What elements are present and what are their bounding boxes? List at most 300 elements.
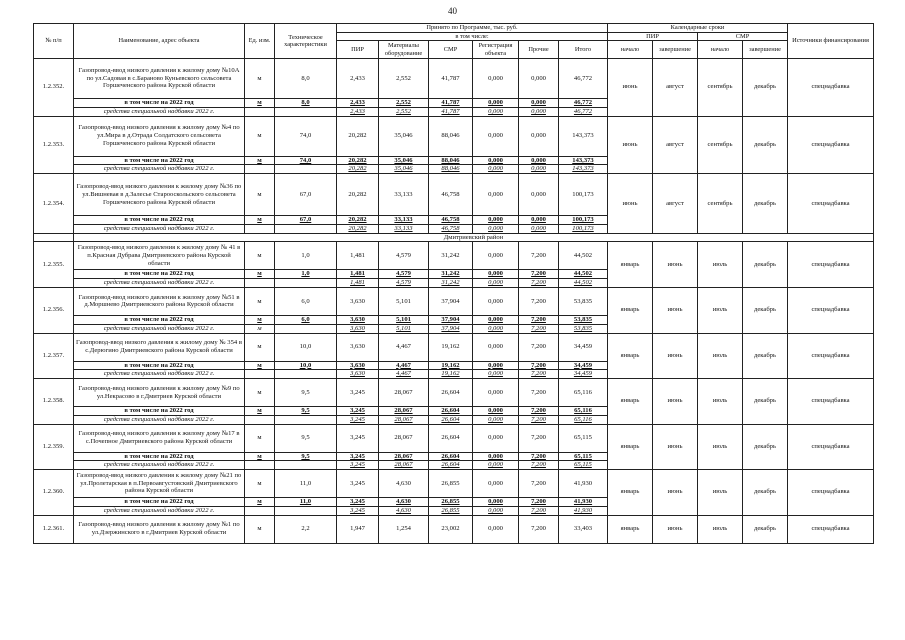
- sub-reg: 0,000: [473, 315, 519, 324]
- spec-pir: 2,433: [337, 107, 379, 116]
- cell-se: декабрь: [743, 174, 788, 234]
- cell-total: 100,173: [559, 174, 608, 216]
- district-label: Дмитриевский район: [74, 233, 874, 242]
- cell-other: 7,200: [519, 242, 559, 270]
- sub-smr: 46,758: [429, 216, 473, 225]
- cell-se: декабрь: [743, 116, 788, 174]
- col-source-header: Источники финансирования: [788, 24, 874, 59]
- spec-total: 143,373: [559, 165, 608, 174]
- spec-reg: 0,000: [473, 415, 519, 424]
- cell-tech: 9,5: [275, 379, 337, 407]
- cell-mat: 35,046: [379, 116, 429, 156]
- spec-unit: [245, 370, 275, 379]
- table-row: [34, 116, 874, 156]
- sub-unit: м: [245, 498, 275, 507]
- cell-reg: 0,000: [473, 287, 519, 315]
- spec-other: 0,000: [519, 165, 559, 174]
- sub-mat: 28,067: [379, 452, 429, 461]
- sub-tech: 11,0: [275, 498, 337, 507]
- sub-smr: 19,162: [429, 361, 473, 370]
- spec-smr: 26,855: [429, 506, 473, 515]
- col-smr-start-header: начало: [698, 41, 743, 59]
- spec-reg: 0,000: [473, 461, 519, 470]
- cell-smr: 31,242: [429, 242, 473, 270]
- cell-pir: 3,245: [337, 424, 379, 452]
- cell-unit: м: [245, 59, 275, 99]
- cell-mat: 1,254: [379, 515, 429, 543]
- cell-unit: м: [245, 242, 275, 270]
- spec-reg: 0,000: [473, 324, 519, 333]
- cell-source: спецнадбавка: [788, 515, 874, 543]
- cell-tech: 1,0: [275, 242, 337, 270]
- col-total-header: Итого: [559, 41, 608, 59]
- subtotal-label: в том числе на 2022 год: [74, 156, 245, 165]
- cell-source: спецнадбавка: [788, 379, 874, 425]
- subtotal-label: в том числе на 2022 год: [74, 99, 245, 108]
- cell-source: спецнадбавка: [788, 174, 874, 234]
- row-number: 1.2.353.: [34, 116, 74, 174]
- row-number: 1.2.355.: [34, 242, 74, 288]
- sub-other: 7,200: [519, 361, 559, 370]
- col-num-header: № п/п: [34, 24, 74, 59]
- table-header: [34, 24, 874, 59]
- sub-reg: 0,000: [473, 99, 519, 108]
- cell-pe: август: [653, 174, 698, 234]
- cell-pe: август: [653, 59, 698, 117]
- cell-tech: 74,0: [275, 116, 337, 156]
- sub-mat: 28,067: [379, 407, 429, 416]
- spec-pir: 3,245: [337, 415, 379, 424]
- spec-total: 65,115: [559, 461, 608, 470]
- row-number: 1.2.357.: [34, 333, 74, 379]
- row-number: 1.2.356.: [34, 287, 74, 333]
- sub-mat: 4,579: [379, 270, 429, 279]
- spec-pir: 20,282: [337, 224, 379, 233]
- sub-pir: 3,630: [337, 315, 379, 324]
- spec-tech: [275, 415, 337, 424]
- spec-tech: [275, 165, 337, 174]
- cell-ps: январь: [608, 333, 653, 379]
- cell-unit: м: [245, 116, 275, 156]
- cell-pir: 3,245: [337, 470, 379, 498]
- cell-source: спецнадбавка: [788, 59, 874, 117]
- cell-pir: 20,282: [337, 174, 379, 216]
- sub-pir: 3,630: [337, 361, 379, 370]
- special-funds-label: средства специальной надбавки 2022 г.: [74, 415, 245, 424]
- sub-reg: 0,000: [473, 407, 519, 416]
- cell-total: 44,502: [559, 242, 608, 270]
- spec-reg: 0,000: [473, 279, 519, 288]
- spec-mat: 28,067: [379, 461, 429, 470]
- row-number: 1.2.352.: [34, 59, 74, 117]
- sub-tech: 1,0: [275, 270, 337, 279]
- cell-source: спецнадбавка: [788, 424, 874, 470]
- spec-reg: 0,000: [473, 165, 519, 174]
- cell-other: 7,200: [519, 424, 559, 452]
- spec-reg: 0,000: [473, 107, 519, 116]
- row-number: 1.2.359.: [34, 424, 74, 470]
- spec-pir: 3,630: [337, 370, 379, 379]
- special-funds-label: средства специальной надбавки 2022 г.: [74, 370, 245, 379]
- cell-total: 65,116: [559, 379, 608, 407]
- cell-other: 7,200: [519, 333, 559, 361]
- spec-tech: [275, 324, 337, 333]
- sub-total: 53,835: [559, 315, 608, 324]
- cell-tech: 6,0: [275, 287, 337, 315]
- cell-reg: 0,000: [473, 59, 519, 99]
- cell-mat: 2,552: [379, 59, 429, 99]
- cell-se: декабрь: [743, 379, 788, 425]
- table-row: [34, 333, 874, 361]
- cell-mat: 33,133: [379, 174, 429, 216]
- special-funds-label: средства специальной надбавки 2022 г.: [74, 461, 245, 470]
- cell-reg: 0,000: [473, 116, 519, 156]
- spec-mat: 4,467: [379, 370, 429, 379]
- special-funds-label: средства специальной надбавки 2022 г.: [74, 506, 245, 515]
- sub-total: 100,173: [559, 216, 608, 225]
- sub-other: 7,200: [519, 498, 559, 507]
- cell-source: спецнадбавка: [788, 470, 874, 516]
- accepted-header: Принято по Программе, тыс. руб.: [337, 24, 608, 33]
- sub-smr: 31,242: [429, 270, 473, 279]
- table-row: [34, 287, 874, 315]
- cell-ss: июль: [698, 424, 743, 470]
- cell-ss: июль: [698, 287, 743, 333]
- cell-total: 46,772: [559, 59, 608, 99]
- cell-unit: м: [245, 333, 275, 361]
- sub-tech: 10,0: [275, 361, 337, 370]
- cell-ss: сентябрь: [698, 116, 743, 174]
- cell-ss: июль: [698, 333, 743, 379]
- cell-unit: м: [245, 174, 275, 216]
- cell-reg: 0,000: [473, 174, 519, 216]
- cell-reg: 0,000: [473, 424, 519, 452]
- cell-ss: сентябрь: [698, 174, 743, 234]
- sub-other: 7,200: [519, 407, 559, 416]
- object-name: Газопровод-ввод низкого давления к жилому дому № 41 в п.Красная Дубрава Дмитриевского района Курской области: [74, 242, 245, 270]
- cell-pe: июнь: [653, 470, 698, 516]
- spec-total: 53,835: [559, 324, 608, 333]
- sub-mat: 33,133: [379, 216, 429, 225]
- cell-se: декабрь: [743, 424, 788, 470]
- sub-tech: 67,0: [275, 216, 337, 225]
- sub-mat: 35,046: [379, 156, 429, 165]
- sub-total: 44,502: [559, 270, 608, 279]
- cell-tech: 11,0: [275, 470, 337, 498]
- object-name: Газопровод-ввод низкого давления к жилому дому №1 по ул.Дзержинского в г.Дмитриев Курской области: [74, 515, 245, 543]
- sub-total: 34,459: [559, 361, 608, 370]
- cell-total: 65,115: [559, 424, 608, 452]
- sub-other: 7,200: [519, 315, 559, 324]
- spec-tech: [275, 107, 337, 116]
- object-name: Газопровод-ввод низкого давления к жилому дому №17 в с.Почепное Дмитриевского района Курской области: [74, 424, 245, 452]
- spec-other: 7,200: [519, 506, 559, 515]
- cell-other: 0,000: [519, 59, 559, 99]
- special-funds-label: средства специальной надбавки 2022 г.: [74, 165, 245, 174]
- cell-mat: 28,067: [379, 424, 429, 452]
- table-row: [34, 470, 874, 498]
- cell-reg: 0,000: [473, 333, 519, 361]
- sub-pir: 3,245: [337, 452, 379, 461]
- cell-ss: июль: [698, 470, 743, 516]
- sub-pir: 20,282: [337, 216, 379, 225]
- spec-other: 7,200: [519, 415, 559, 424]
- table-row: [34, 424, 874, 452]
- district-row: [34, 233, 874, 242]
- cell-ss: июль: [698, 379, 743, 425]
- cell-other: 7,200: [519, 379, 559, 407]
- cal-pir-header: ПИР: [608, 32, 698, 41]
- sub-pir: 2,433: [337, 99, 379, 108]
- cell-smr: 41,787: [429, 59, 473, 99]
- sub-unit: м: [245, 156, 275, 165]
- cell-ps: январь: [608, 515, 653, 543]
- sub-total: 65,115: [559, 452, 608, 461]
- table-row: [34, 59, 874, 99]
- col-smr-header: СМР: [429, 41, 473, 59]
- cell-reg: 0,000: [473, 242, 519, 270]
- spec-tech: [275, 461, 337, 470]
- cell-se: декабрь: [743, 287, 788, 333]
- cell-pir: 20,282: [337, 116, 379, 156]
- page-number: 40: [448, 6, 457, 16]
- spec-smr: 46,758: [429, 224, 473, 233]
- sub-reg: 0,000: [473, 361, 519, 370]
- cell-reg: 0,000: [473, 515, 519, 543]
- spec-total: 46,772: [559, 107, 608, 116]
- col-unit-header: Ед. изм.: [245, 24, 275, 59]
- spec-smr: 26,604: [429, 461, 473, 470]
- cell-total: 143,373: [559, 116, 608, 156]
- cell-pe: август: [653, 116, 698, 174]
- cell-total: 53,835: [559, 287, 608, 315]
- sub-other: 7,200: [519, 270, 559, 279]
- cell-source: спецнадбавка: [788, 333, 874, 379]
- sub-smr: 26,604: [429, 452, 473, 461]
- cell-reg: 0,000: [473, 379, 519, 407]
- cell-pe: июнь: [653, 515, 698, 543]
- col-other-header: Прочие: [519, 41, 559, 59]
- cell-total: 41,930: [559, 470, 608, 498]
- spec-pir: 20,282: [337, 165, 379, 174]
- cell-ps: январь: [608, 379, 653, 425]
- cell-ps: июнь: [608, 116, 653, 174]
- spec-other: 7,200: [519, 461, 559, 470]
- object-name: Газопровод-ввод низкого давления к жилому дому №21 по ул.Пролетарская в п.Первоавгустовский Дмитриевского района Курской области: [74, 470, 245, 498]
- spec-unit: м: [245, 324, 275, 333]
- spec-tech: [275, 279, 337, 288]
- sub-reg: 0,000: [473, 270, 519, 279]
- spec-mat: 33,133: [379, 224, 429, 233]
- including-header: в том числе:: [337, 32, 608, 41]
- sub-unit: м: [245, 270, 275, 279]
- subtotal-label: в том числе на 2022 год: [74, 315, 245, 324]
- cell-ss: сентябрь: [698, 59, 743, 117]
- spec-mat: 28,067: [379, 415, 429, 424]
- cell-ps: январь: [608, 242, 653, 288]
- cell-pe: июнь: [653, 333, 698, 379]
- sub-smr: 26,604: [429, 407, 473, 416]
- subtotal-label: в том числе на 2022 год: [74, 407, 245, 416]
- sub-reg: 0,000: [473, 216, 519, 225]
- spec-tech: [275, 506, 337, 515]
- sub-reg: 0,000: [473, 452, 519, 461]
- cell-ps: январь: [608, 470, 653, 516]
- object-name: Газопровод-ввод низкого давления к жилому дому № 354 в с.Дерюгино Дмитриевского района Курской области: [74, 333, 245, 361]
- spec-reg: 0,000: [473, 506, 519, 515]
- spec-smr: 31,242: [429, 279, 473, 288]
- cell-unit: м: [245, 287, 275, 315]
- sub-other: 0,000: [519, 156, 559, 165]
- spec-pir: 3,245: [337, 506, 379, 515]
- col-materials-header: Материалы оборудование: [379, 41, 429, 59]
- sub-smr: 41,787: [429, 99, 473, 108]
- table-row: [34, 515, 874, 543]
- cell-se: декабрь: [743, 242, 788, 288]
- cell-pe: июнь: [653, 242, 698, 288]
- sub-reg: 0,000: [473, 156, 519, 165]
- cell-smr: 46,758: [429, 174, 473, 216]
- cell-mat: 4,579: [379, 242, 429, 270]
- sub-total: 143,373: [559, 156, 608, 165]
- special-funds-label: средства специальной надбавки 2022 г.: [74, 324, 245, 333]
- spec-other: 0,000: [519, 224, 559, 233]
- spec-other: 7,200: [519, 279, 559, 288]
- spec-tech: [275, 370, 337, 379]
- spec-smr: 26,604: [429, 415, 473, 424]
- cell-smr: 37,904: [429, 287, 473, 315]
- sub-unit: м: [245, 407, 275, 416]
- subtotal-label: в том числе на 2022 год: [74, 361, 245, 370]
- spec-total: 100,173: [559, 224, 608, 233]
- spec-mat: 2,552: [379, 107, 429, 116]
- subtotal-label: в том числе на 2022 год: [74, 452, 245, 461]
- sub-tech: 6,0: [275, 315, 337, 324]
- cell-source: спецнадбавка: [788, 242, 874, 288]
- table-row: [34, 379, 874, 407]
- spec-smr: 37,904: [429, 324, 473, 333]
- sub-pir: 3,245: [337, 498, 379, 507]
- row-number: 1.2.361.: [34, 515, 74, 543]
- sub-tech: 9,5: [275, 407, 337, 416]
- cell-smr: 26,855: [429, 470, 473, 498]
- cell-pir: 3,630: [337, 287, 379, 315]
- spec-pir: 3,630: [337, 324, 379, 333]
- cell-tech: 9,5: [275, 424, 337, 452]
- subtotal-label: в том числе на 2022 год: [74, 270, 245, 279]
- cell-mat: 28,067: [379, 379, 429, 407]
- sub-unit: м: [245, 361, 275, 370]
- sub-total: 46,772: [559, 99, 608, 108]
- cell-ps: июнь: [608, 174, 653, 234]
- sub-reg: 0,000: [473, 498, 519, 507]
- cell-unit: м: [245, 379, 275, 407]
- table-row: [34, 174, 874, 216]
- sub-unit: м: [245, 452, 275, 461]
- cell-se: декабрь: [743, 333, 788, 379]
- spec-unit: [245, 415, 275, 424]
- spec-total: 34,459: [559, 370, 608, 379]
- spec-total: 44,502: [559, 279, 608, 288]
- sub-tech: 74,0: [275, 156, 337, 165]
- sub-other: 0,000: [519, 99, 559, 108]
- spec-total: 41,930: [559, 506, 608, 515]
- cell-unit: м: [245, 515, 275, 543]
- spec-other: 0,000: [519, 107, 559, 116]
- sub-mat: 4,630: [379, 498, 429, 507]
- col-tech-header: Техническое характеристики: [275, 24, 337, 59]
- cal-smr-header: СМР: [698, 32, 788, 41]
- cell-pe: июнь: [653, 424, 698, 470]
- cell-tech: 67,0: [275, 174, 337, 216]
- row-number: 1.2.360.: [34, 470, 74, 516]
- spec-reg: 0,000: [473, 370, 519, 379]
- cell-source: спецнадбавка: [788, 116, 874, 174]
- district-num-cell: [34, 233, 74, 242]
- sub-other: 0,000: [519, 216, 559, 225]
- cell-unit: м: [245, 470, 275, 498]
- col-pir-end-header: завершение: [653, 41, 698, 59]
- cell-ps: январь: [608, 287, 653, 333]
- spec-mat: 5,101: [379, 324, 429, 333]
- cell-ps: июнь: [608, 59, 653, 117]
- cell-pe: июнь: [653, 287, 698, 333]
- sub-smr: 26,855: [429, 498, 473, 507]
- row-number: 1.2.354.: [34, 174, 74, 234]
- spec-unit: [245, 224, 275, 233]
- spec-smr: 41,787: [429, 107, 473, 116]
- sub-pir: 3,245: [337, 407, 379, 416]
- sub-pir: 20,282: [337, 156, 379, 165]
- cell-pir: 2,433: [337, 59, 379, 99]
- cell-total: 33,403: [559, 515, 608, 543]
- subtotal-label: в том числе на 2022 год: [74, 498, 245, 507]
- special-funds-label: средства специальной надбавки 2022 г.: [74, 107, 245, 116]
- cell-mat: 4,630: [379, 470, 429, 498]
- cell-ss: июль: [698, 242, 743, 288]
- spec-smr: 19,162: [429, 370, 473, 379]
- cell-smr: 26,604: [429, 424, 473, 452]
- sub-other: 7,200: [519, 452, 559, 461]
- spec-total: 65,116: [559, 415, 608, 424]
- cell-other: 0,000: [519, 174, 559, 216]
- subtotal-label: в том числе на 2022 год: [74, 216, 245, 225]
- spec-other: 7,200: [519, 370, 559, 379]
- sub-mat: 2,552: [379, 99, 429, 108]
- sub-unit: м: [245, 216, 275, 225]
- sub-unit: м: [245, 315, 275, 324]
- cell-unit: м: [245, 424, 275, 452]
- spec-pir: 1,481: [337, 279, 379, 288]
- spec-other: 7,200: [519, 324, 559, 333]
- sub-mat: 4,467: [379, 361, 429, 370]
- cell-smr: 26,604: [429, 379, 473, 407]
- col-smr-end-header: завершение: [743, 41, 788, 59]
- sub-smr: 37,904: [429, 315, 473, 324]
- spec-tech: [275, 224, 337, 233]
- object-name: Газопровод-ввод низкого давления к жилому дому №51 в д.Моршнево Дмитриевского района Курской области: [74, 287, 245, 315]
- object-name: Газопровод-ввод низкого давления к жилому дому №10А по ул.Садовая в с.Бараново Куньевского сельсовета Горшеченского района Курской области: [74, 59, 245, 99]
- spec-reg: 0,000: [473, 224, 519, 233]
- spec-mat: 4,579: [379, 279, 429, 288]
- cell-ps: январь: [608, 424, 653, 470]
- sub-unit: м: [245, 99, 275, 108]
- cell-other: 0,000: [519, 116, 559, 156]
- sub-mat: 5,101: [379, 315, 429, 324]
- object-name: Газопровод-ввод низкого давления к жилому дому №4 по ул.Мира в д.Отрада Солдатского сельсовета Горшеченского района Курской области: [74, 116, 245, 156]
- spec-unit: [245, 506, 275, 515]
- sub-smr: 88,046: [429, 156, 473, 165]
